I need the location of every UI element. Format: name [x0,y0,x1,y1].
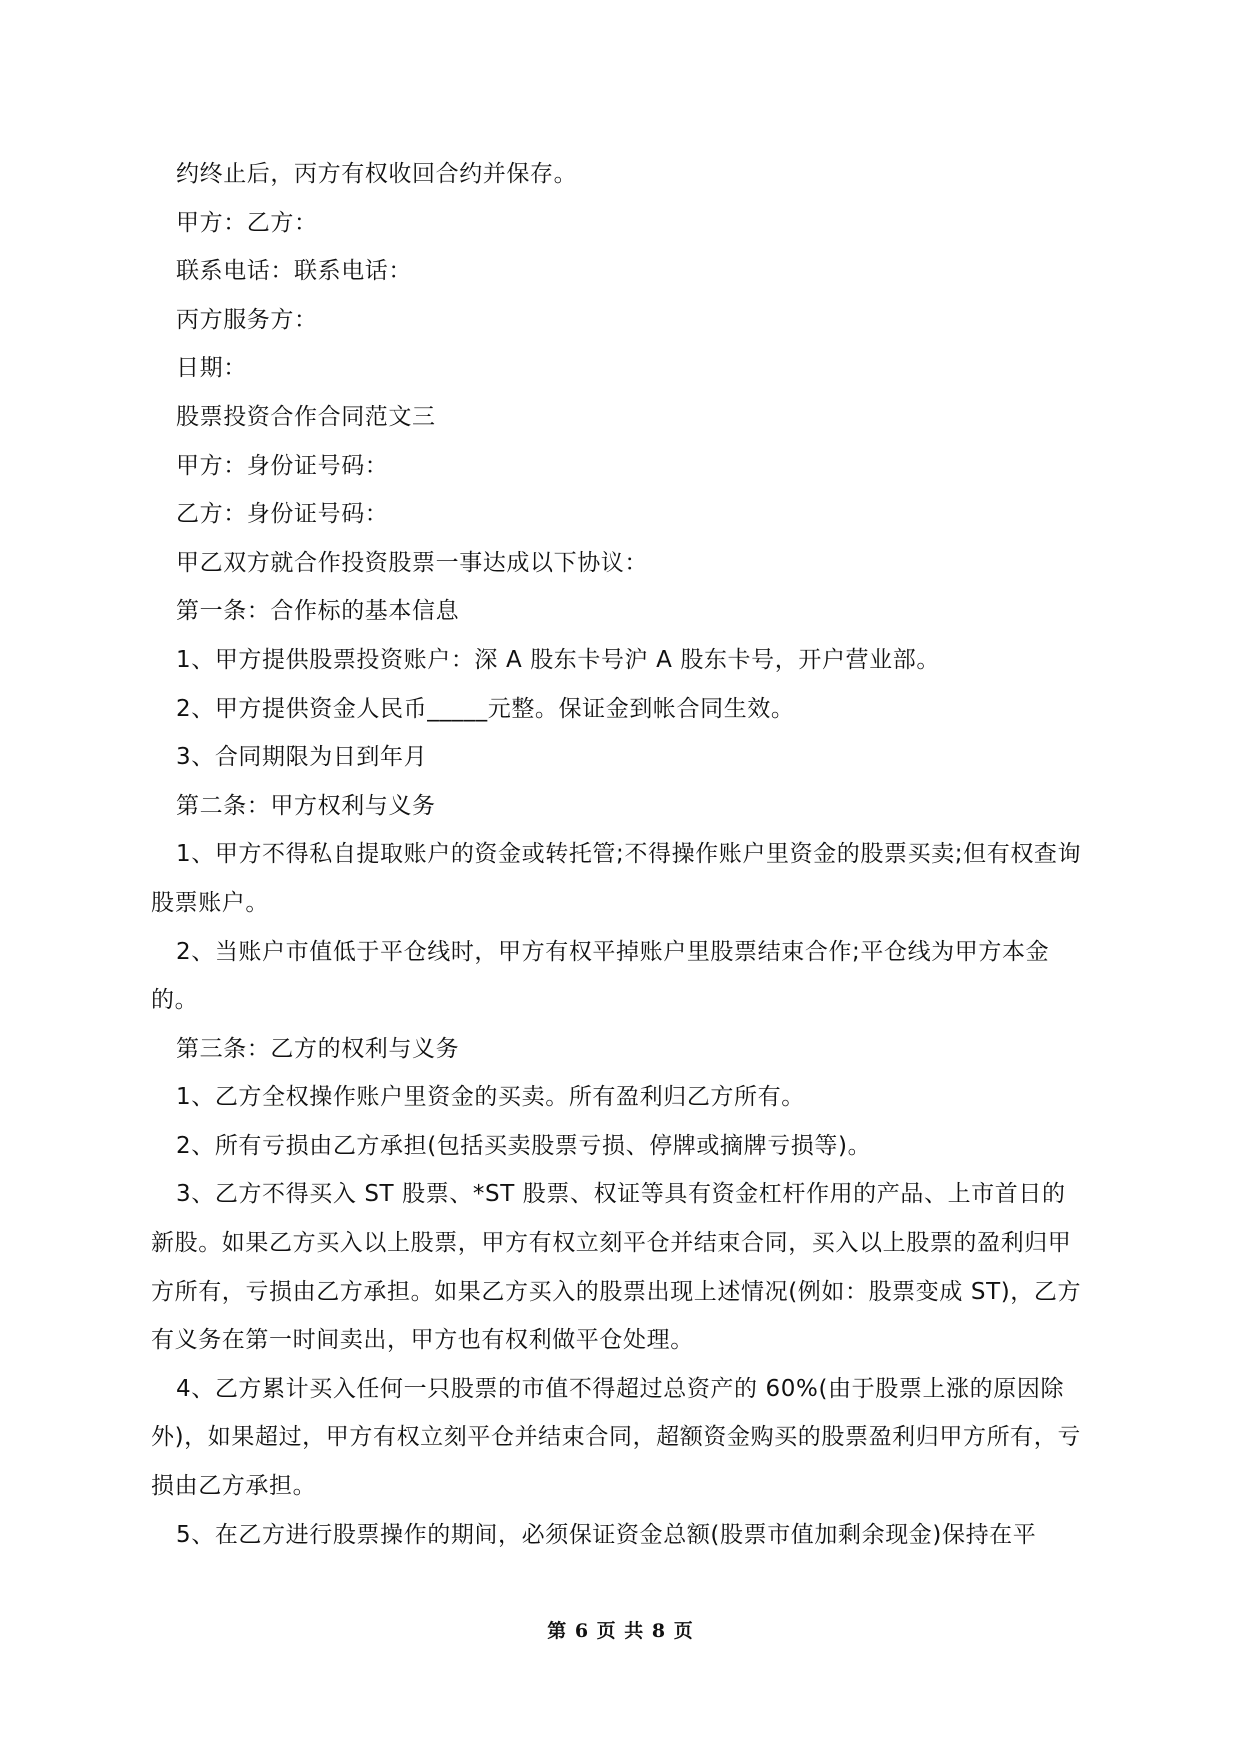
paragraph-party-a-id: 甲方：身份证号码： [176,452,389,479]
clause-2-2: 2、当账户市值低于平仓线时，甲方有权平掉账户里股票结束合作;平仓线为甲方本金的。 [151,938,1050,1014]
paragraph-party-a-b: 甲方：乙方： [176,209,318,236]
clause-3-1: 1、乙方全权操作账户里资金的买卖。所有盈利归乙方所有。 [176,1084,805,1111]
clause-1-3: 3、合同期限为日到年月 [176,744,428,771]
section-title: 股票投资合作合同范文三 [176,403,436,430]
clause-2-1: 1、甲方不得私自提取账户的资金或转托管;不得操作账户里资金的股票买卖;但有权查询股票账户。 [151,841,1082,916]
article-heading-1: 第一条：合作标的基本信息 [176,598,460,625]
paragraph-contract-termination: 约终止后，丙方有权收回合约并保存。 [176,161,578,187]
paragraph-date: 日期： [176,355,247,382]
article-heading-2: 第二条：甲方权利与义务 [176,792,436,819]
clause-3-3: 3、乙方不得买入 ST 股票、*ST 股票、权证等具有资金杠杆作用的产品、上市首日的新股。如果乙方买入以上股票，甲方有权立刻平仓并结束合同，买入以上股票的盈利归甲方所有，亏损由乙方承担。如果乙方买入的股票出现上述情况(例如：股票变成 ST)，乙方有义务在第一时间卖出，甲方也有权利做平仓处理。 [151,1181,1082,1354]
page-number-footer: 第 6 页 共 8 页 [547,1620,694,1642]
clause-3-4: 4、乙方累计买入任何一只股票的市值不得超过总资产的 60%(由于股票上涨的原因除外)，如果超过，甲方有权立刻平仓并结束合同，超额资金购买的股票盈利归甲方所有，亏损由乙方承担。 [151,1375,1081,1500]
paragraph-party-c: 丙方服务方： [176,306,318,333]
document-body [151,150,1089,1559]
clause-1-1: 1、甲方提供股票投资账户：深 A 股东卡号沪 A 股东卡号，开户营业部。 [176,646,940,673]
paragraph-agreement-intro: 甲乙双方就合作投资股票一事达成以下协议： [176,549,648,576]
paragraph-party-b-id: 乙方：身份证号码： [176,501,389,528]
article-heading-3: 第三条：乙方的权利与义务 [176,1035,460,1062]
clause-3-2: 2、所有亏损由乙方承担(包括买卖股票亏损、停牌或摘牌亏损等)。 [176,1132,872,1159]
clause-1-2: 2、甲方提供资金人民币_____元整。保证金到帐合同生效。 [176,695,795,722]
clause-3-5: 5、在乙方进行股票操作的期间，必须保证资金总额(股票市值加剩余现金)保持在平 [176,1521,1037,1548]
paragraph-phone: 联系电话：联系电话： [176,258,412,285]
